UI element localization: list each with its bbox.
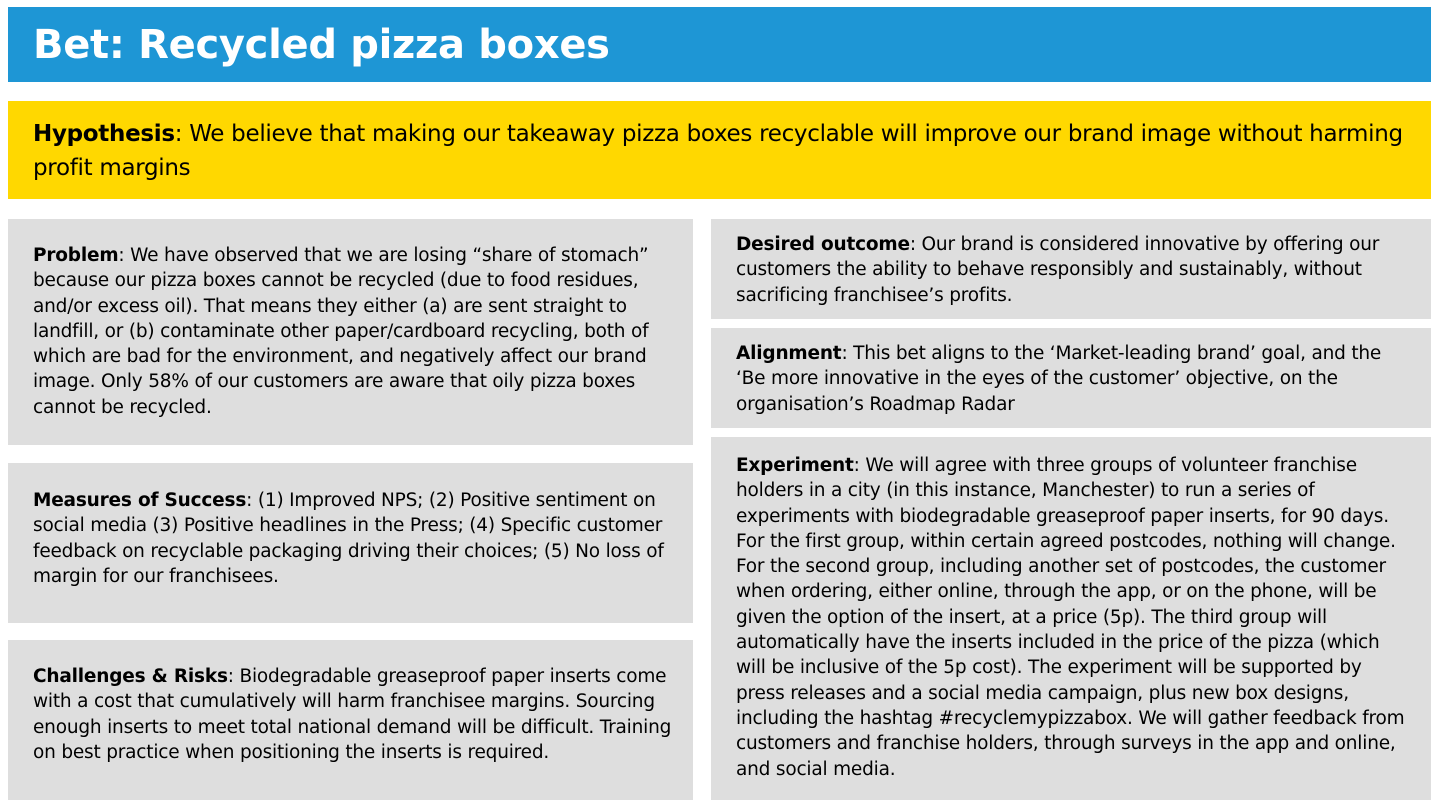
title-banner bbox=[8, 7, 1431, 82]
measures-text: : (1) Improved NPS; (2) Positive sentiment on social media (3) Positive headlines in the Press; (4) Specific customer feedback on recyclable packaging driving their choices; (5) No loss of margin for our franchisees. bbox=[33, 490, 664, 587]
problem-text: : We have observed that we are losing “share of stomach” because our pizza boxes cannot be recycled (due to food residues, and/or excess oil). That means they either (a) are sent straight to landfill, or (b) contaminate other paper/cardboard recycling, both of which are bad for the environment, and negatively affect our brand image. Only 58% of our customers are aware that oily pizza boxes cannot be recycled. bbox=[33, 245, 649, 418]
experiment-text: : We will agree with three groups of volunteer franchise holders in a city (in this instance, Manchester) to run a series of experiments with biodegradable greaseproof paper inserts, for 90 days. For the first group, within certain agreed postcodes, nothing will change. For the second group, including another set of postcodes, the customer when ordering, either online, through the app, or on the phone, will be given the option of the insert, at a price (5p). The third group will automatically have the inserts included in the price of the pizza (which will be inclusive of the 5p cost). The experiment will be supported by press releases and a social media campaign, plus new box designs, including the hashtag #recyclemypizzabox. We will gather feedback from customers and franchise holders, through surveys in the app and online, and social media. bbox=[736, 455, 1405, 780]
experiment-label: Experiment bbox=[736, 455, 854, 476]
experiment-card bbox=[711, 437, 1431, 800]
challenges-label: Challenges & Risks bbox=[33, 666, 228, 687]
desired-outcome-label: Desired outcome bbox=[736, 234, 910, 255]
problem-card bbox=[8, 219, 693, 445]
hypothesis-text: : We believe that making our takeaway pizza boxes recyclable will improve our brand image without harming profit margins bbox=[33, 121, 1403, 181]
measures-of-success-card bbox=[8, 463, 693, 623]
alignment-card bbox=[711, 328, 1431, 428]
hypothesis-banner bbox=[8, 101, 1431, 199]
challenges-text: : Biodegradable greaseproof paper inserts come with a cost that cumulatively will harm franchisee margins. Sourcing enough inserts to meet total national demand will be difficult. Training on best practice when positioning the inserts is required. bbox=[33, 666, 672, 763]
desired-outcome-card bbox=[711, 219, 1431, 319]
desired-outcome-text: : Our brand is considered innovative by offering our customers the ability to behave responsibly and sustainably, without sacrificing franchisee’s profits. bbox=[736, 234, 1380, 306]
alignment-text: : This bet aligns to the ‘Market-leading brand’ goal, and the ‘Be more innovative in the eyes of the customer’ objective, on the organisation’s Roadmap Radar bbox=[736, 343, 1382, 415]
hypothesis-label: Hypothesis bbox=[33, 121, 175, 147]
challenges-risks-card bbox=[8, 640, 693, 800]
measures-label: Measures of Success bbox=[33, 490, 247, 511]
page-title: Bet: Recycled pizza boxes bbox=[33, 22, 610, 68]
alignment-label: Alignment bbox=[736, 343, 842, 364]
problem-label: Problem bbox=[33, 245, 119, 266]
